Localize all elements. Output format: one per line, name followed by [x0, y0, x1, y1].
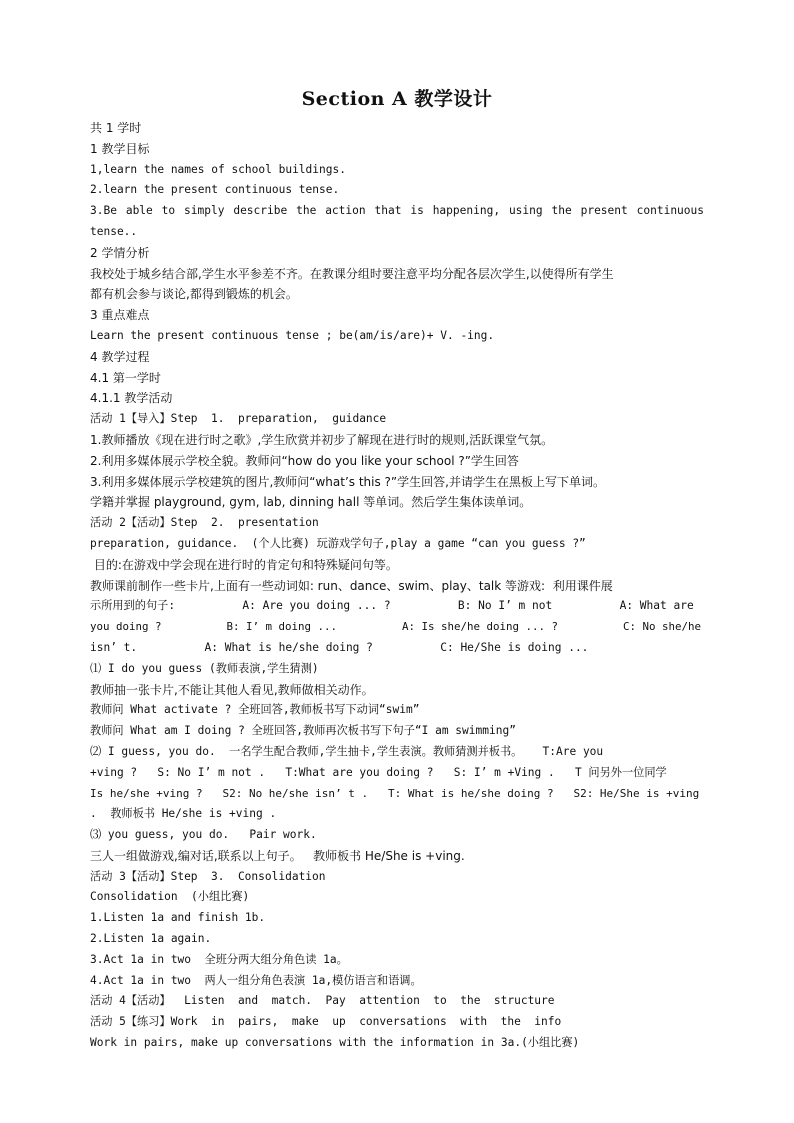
- text-line: 1.Listen 1a and finish 1b.: [90, 911, 266, 925]
- section-heading: 4 教学过程: [90, 349, 150, 364]
- activity-heading: 活动 4【活动】 Listen and match. Pay attention to the structure: [90, 994, 555, 1008]
- page-title: Section A 教学设计: [301, 88, 493, 110]
- text-line: 3.Act 1a in two 全班分两大组分角色读 1a。: [90, 952, 348, 966]
- text-line: 目的:在游戏中学会现在进行时的肯定句和特殊疑问句等。: [90, 557, 398, 572]
- activity-heading: 活动 2【活动】Step 2. presentation: [90, 516, 319, 530]
- text-line: 2.learn the present continuous tense.: [90, 183, 340, 197]
- text-line: 学籍并掌握 playground, gym, lab, dinning hall 等单词。然后学生集体读单词。: [90, 495, 532, 510]
- section-heading: 3 重点难点: [90, 308, 150, 323]
- text-line: 2.Listen 1a again.: [90, 932, 212, 946]
- text-line: Work in pairs, make up conversations with the information in 3a.(小组比赛): [90, 1036, 580, 1050]
- text-line: 3.Be able to simply describe the action that is happening, using the present continuous: [90, 204, 704, 218]
- document-body: [90, 118, 704, 1054]
- text-line: Consolidation (小组比赛): [90, 890, 250, 904]
- text-line: Learn the present continuous tense ; be(am/is/are)+ V. -ing.: [90, 328, 495, 342]
- text-line: 共 1 学时: [90, 121, 142, 135]
- text-line: tense..: [90, 224, 138, 238]
- text-line: 教师抽一张卡片,不能让其他人看见,教师做相关动作。: [90, 682, 374, 697]
- text-line: 教师课前制作一些卡片,上面有一些动词如: run、dance、swim、play、talk 等游戏: 利用课件展: [90, 578, 613, 593]
- text-line: . 教师板书 He/she is +ving .: [90, 807, 277, 821]
- text-line: 示所用到的句子: A: Are you doing ... ? B: No I’ m not A: What are: [90, 599, 694, 613]
- text-line: 教师问 What am I doing ? 全班回答,教师再次板书写下句子“I am swimming”: [90, 724, 516, 738]
- text-line: ⑵ I guess, you do. 一名学生配合教师,学生抽卡,学生表演。教师猜测并板书。 T:Are you: [90, 744, 604, 758]
- text-line: ⑴ I do you guess (教师表演,学生猜测): [90, 661, 319, 675]
- subsection-heading: 4.1.1 教学活动: [90, 391, 173, 406]
- text-line: 1,learn the names of school buildings.: [90, 162, 346, 176]
- text-line: isn’ t. A: What is he/she doing ? C: He/She is doing ...: [90, 640, 589, 654]
- text-line: 3.利用多媒体展示学校建筑的图片,教师问“what’s this ?”学生回答,并请学生在黑板上写下单词。: [90, 474, 605, 489]
- text-line: preparation, guidance. (个人比赛) 玩游戏学句子,play a game “can you guess ?”: [90, 536, 586, 550]
- section-heading: 1 教学目标: [90, 141, 150, 156]
- text-line: 三人一组做游戏,编对话,联系以上句子。 教师板书 He/She is +ving.: [90, 848, 465, 863]
- text-line: +ving ? S: No I’ m not . T:What are you doing ? S: I’ m +Ving . T 问另外一位同学: [90, 765, 667, 779]
- text-line: Is he/she +ving ? S2: No he/she isn’ t . T: What is he/she doing ? S2: He/She is +ving: [90, 786, 700, 800]
- text-line: you doing ? B: I’ m doing ... A: Is she/he doing ... ? C: No she/he: [90, 620, 702, 634]
- section-heading: 2 学情分析: [90, 245, 150, 260]
- text-line: ⑶ you guess, you do. Pair work.: [90, 828, 317, 842]
- subsection-heading: 4.1 第一学时: [90, 370, 161, 385]
- text-line: 2.利用多媒体展示学校全貌。教师问“how do you like your school ?”学生回答: [90, 453, 519, 468]
- activity-heading: 活动 1【导入】Step 1. preparation, guidance: [90, 412, 387, 426]
- text-line: 1.教师播放《现在进行时之歌》,学生欣赏并初步了解现在进行时的规则,活跃课堂气氛。: [90, 432, 554, 447]
- activity-heading: 活动 3【活动】Step 3. Consolidation: [90, 869, 326, 883]
- activity-heading: 活动 5【练习】Work in pairs, make up conversations with the info: [90, 1015, 562, 1029]
- text-line: 都有机会参与谈论,都得到锻炼的机会。: [90, 287, 298, 302]
- text-line: 4.Act 1a in two 两人一组分角色表演 1a,模仿语言和语调。: [90, 973, 422, 987]
- text-line: 教师问 What activate ? 全班回答,教师板书写下动词“swim”: [90, 703, 420, 717]
- text-line: 我校处于城乡结合部,学生水平参差不齐。在教课分组时要注意平均分配各层次学生,以使得所有学生: [90, 266, 614, 281]
